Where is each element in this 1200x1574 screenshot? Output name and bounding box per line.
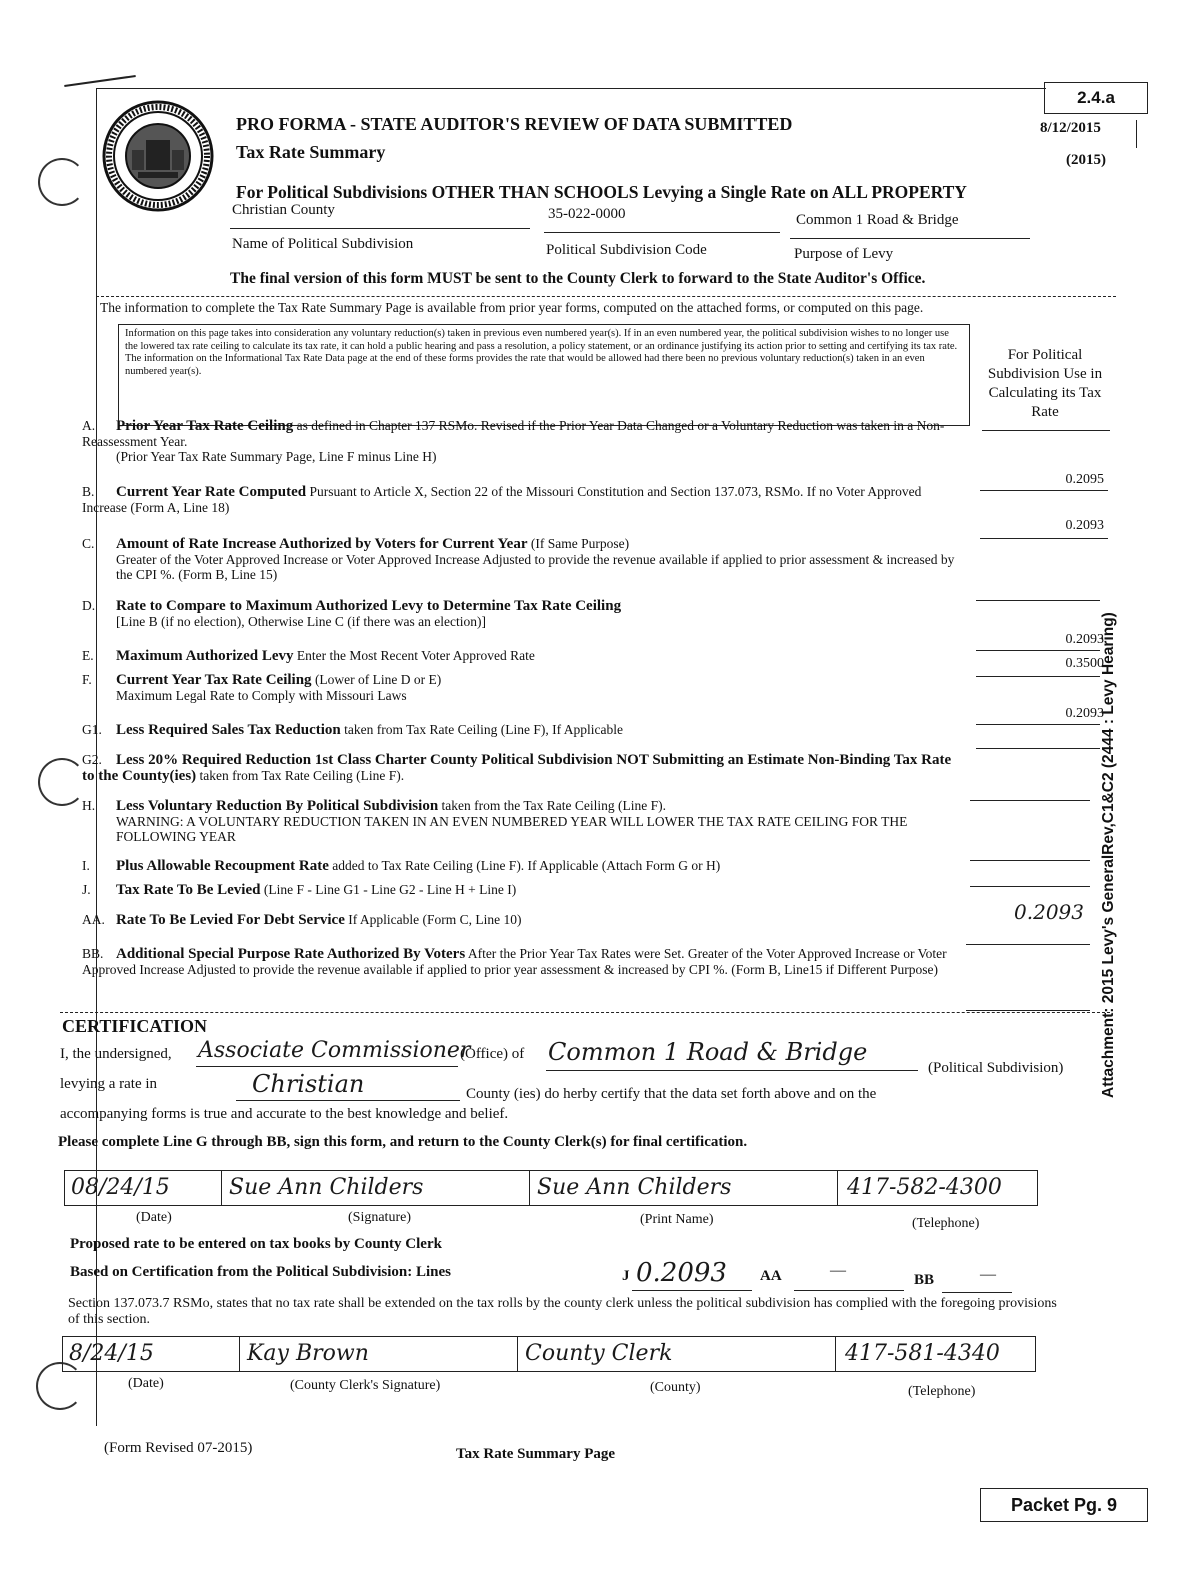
info-line: The information to complete the Tax Rate Summary Page is available from prior year forms, computed on the attached forms, or computed on this page. [100,300,924,315]
line-item [82,484,962,515]
line-aa-value: — [830,1262,846,1279]
clerk-county: County Clerk [519,1337,836,1371]
line-title: Rate To Be Levied For Debt Service [116,912,345,928]
clerk-date: 8/24/15 [63,1337,240,1371]
form-top-border [96,88,1046,89]
office-rule [196,1066,458,1067]
value-rule [976,724,1100,725]
signature-caption: (Signature) [348,1210,411,1225]
line-aa-rule [794,1290,904,1291]
value-rule [980,490,1108,491]
clerk-signature-row [62,1336,1036,1372]
line-text: taken from the Tax Rate Ceiling (Line F). [438,798,667,813]
value-rule [966,1010,1090,1011]
line-aa-label: AA [760,1268,782,1284]
statute-text: Section 137.073.7 RSMo, states that no tax rate shall be extended on the tax rolls by the county clerk unless the political subdivision has complied with the foregoing provisions of this section. [68,1296,1057,1327]
line-value: 0.2093 [1065,518,1104,533]
clerk-county-caption: (County) [650,1380,701,1395]
line-item [82,858,962,874]
certification-divider [60,1012,1110,1013]
line-text: taken from Tax Rate Ceiling (Line F), If Applicable [340,722,623,737]
subdivision-rule [546,1070,918,1071]
line-subtext: (Prior Year Tax Rate Summary Page, Line F minus Line H) [116,449,437,464]
value-rule [966,944,1090,945]
date-caption: (Date) [136,1210,172,1225]
office-handwritten: Associate Commissioner [198,1038,471,1063]
line-item [82,798,962,844]
line-text: (If Same Purpose) [527,536,630,551]
value-rule [976,600,1100,601]
line-title: Plus Allowable Recoupment Rate [116,858,329,874]
form-revised: (Form Revised 07-2015) [104,1440,253,1456]
line-value: 0.3500 [1065,656,1104,671]
line-j-rule [632,1290,752,1291]
subdivision-code-value: 35-022-0000 [548,206,626,222]
line-code: E. [82,648,94,663]
certification-telephone: 417-582-4300 [847,1175,1002,1200]
line-title: Maximum Authorized Levy [116,648,294,664]
value-rule [976,676,1100,677]
column-header: For Political Subdivision Use in Calculating its Tax Rate [987,347,1103,420]
subdivision-code-label: Political Subdivision Code [546,242,707,258]
line-text: If Applicable (Form C, Line 10) [344,912,522,927]
certification-text-4: levying a rate in [60,1076,158,1092]
line-title: Prior Year Tax Rate Ceiling [116,418,294,434]
line-j-value: 0.2093 [636,1258,727,1288]
county-rule [236,1100,460,1101]
line-title: Current Year Tax Rate Ceiling [116,672,312,688]
certification-text-6: accompanying forms is true and accurate to the best knowledge and belief. [60,1106,509,1122]
certification-signature-row [64,1170,1038,1206]
attachment-side-label: Attachment: 2015 Levy's GeneralRev,C1&C2 (2444 : Levy Hearing) [1100,612,1117,1098]
certification-date: 08/24/15 [65,1171,222,1205]
clerk-signature-caption: (County Clerk's Signature) [290,1378,441,1393]
line-item [82,882,962,898]
subdivision-name-rule [230,228,530,229]
line-text: After the Prior Year Tax Rates were Set. Greater of the Voter Approved Increase or Voter Approved Increase Adjusted to provide the revenue available if applied to prior year assessment & increased by CPI %. (Form B, Line15 if Different Purpose) [82,946,947,977]
certification-text-5: County (ies) do herby certify that the data set forth above and on the [466,1086,877,1102]
line-subtext: Maximum Legal Rate to Comply with Missouri Laws [116,688,407,703]
line-text: as defined in Chapter 137 RSMo. Revised if the Prior Year Data Changed or a Voluntary Reduction was taken in a Non-Reassessment Year. [82,418,945,449]
clerk-telephone: 417-581-4340 [845,1341,1000,1366]
line-subtext: WARNING: A VOLUNTARY REDUCTION TAKEN IN AN EVEN NUMBERED YEAR WILL LOWER THE TAX RATE CEILING FOR THE FOLLOWING YEAR [116,814,908,844]
line-item [82,752,962,784]
line-value: 0.2093 [1065,632,1104,647]
line-text: added to Tax Rate Ceiling (Line F). If Applicable (Attach Form G or H) [328,858,721,873]
info-box: Information on this page takes into consideration any voluntary reduction(s) taken in previous even numbered year(s). If in an even numbered year, the political subdivision wishes to no longer use the lowered tax rate ceiling to calculate its tax rate, it can hold a public hearing and pass a resolution, a policy statement, or an ordinance justifying its action prior to setting and certifying its tax rate. The information on the Informational Tax Rate Data page at the end of these forms provides the rate that would be allowed had there been no previous voluntary reduction(s) taken in an even numbered year(s). [118,324,970,426]
line-code: H. [82,798,96,813]
subdivision-name-value: Christian County [232,202,335,218]
punch-hole [38,158,86,206]
value-rule [980,538,1108,539]
line-bb-label: BB [914,1272,935,1288]
right-edge-tick [1136,120,1137,148]
line-value: 0.2093 [1014,900,1084,924]
line-item [82,722,962,738]
packet-page-box: Packet Pg. 9 [980,1488,1148,1522]
line-title: Less Required Sales Tax Reduction [116,722,341,738]
line-item [82,672,962,703]
certification-text-2: (Office) of [460,1046,525,1062]
line-bb-value: — [980,1266,996,1283]
telephone-caption: (Telephone) [912,1216,980,1231]
line-text: Enter the Most Recent Voter Approved Rate [293,648,535,663]
clerk-signature: Kay Brown [241,1337,518,1371]
line-item [82,912,962,928]
final-version-notice: The final version of this form MUST be sent to the County Clerk to forward to the State Auditor's Office. [230,270,926,287]
value-rule [970,886,1090,887]
form-title: PRO FORMA - STATE AUDITOR'S REVIEW OF DATA SUBMITTED [236,114,793,134]
line-value: 0.2093 [1065,706,1104,721]
county-handwritten: Christian [252,1070,365,1098]
subdivision-code-rule [544,232,780,233]
certification-heading: CERTIFICATION [62,1016,208,1036]
purpose-of-levy-value: Common 1 Road & Bridge [796,212,959,228]
proposed-rate-text: Proposed rate to be entered on tax books by County Clerk [70,1236,442,1252]
line-code: AA. [82,912,105,927]
line-item [82,598,962,629]
state-auditor-seal [102,100,214,212]
certification-text-1: I, the undersigned, [60,1046,172,1062]
line-code: BB. [82,946,104,961]
scan-mark [64,75,136,87]
line-code: I. [82,858,90,873]
value-rule [976,748,1100,749]
subdivision-handwritten: Common 1 Road & Bridge [548,1038,868,1066]
based-on-text: Based on Certification from the Political Subdivision: Lines [70,1264,451,1280]
certification-instruction: Please complete Line G through BB, sign this form, and return to the County Clerk(s) for final certification. [58,1134,748,1150]
punch-hole [38,758,86,806]
section-divider [96,296,1116,297]
line-code: G2. [82,752,102,767]
line-code: A. [82,418,96,433]
purpose-of-levy-label: Purpose of Levy [794,246,894,262]
attachment-code-box: 2.4.a [1044,82,1148,114]
certification-print-name: Sue Ann Childers [531,1171,838,1205]
line-text: taken from Tax Rate Ceiling (Line F). [196,768,405,783]
line-code: G1. [82,722,102,737]
line-title: Rate to Compare to Maximum Authorized Levy to Determine Tax Rate Ceiling [116,598,622,614]
clerk-date-caption: (Date) [128,1376,164,1391]
line-title: Additional Special Purpose Rate Authorized By Voters [116,946,466,962]
form-year: (2015) [1066,152,1106,168]
clerk-telephone-caption: (Telephone) [908,1384,976,1399]
value-rule [970,860,1090,861]
form-scope: For Political Subdivisions OTHER THAN SCHOOLS Levying a Single Rate on ALL PROPERTY [236,182,967,202]
form-date: 8/12/2015 [1040,120,1101,136]
line-title: Tax Rate To Be Levied [116,882,261,898]
line-title: Amount of Rate Increase Authorized by Voters for Current Year [116,536,528,552]
value-rule [976,650,1100,651]
line-code: C. [82,536,95,551]
subdivision-name-label: Name of Political Subdivision [232,236,414,252]
column-header-rule [982,430,1110,431]
line-subtext: Greater of the Voter Approved Increase or Voter Approved Increase Adjusted to provide the revenue available if applied to prior assessment & increased by the CPI %. (Form B, Line 15) [116,552,955,582]
footer-page-title: Tax Rate Summary Page [456,1446,616,1462]
line-value: 0.2095 [1065,472,1104,487]
line-bb-rule [942,1292,1012,1293]
line-code: D. [82,598,96,613]
line-j-label: J [622,1268,630,1284]
line-text: Pursuant to Article X, Section 22 of the Missouri Constitution and Section 137.073, RSMo. If no Voter Approved Increase (Form A, Line 18) [82,484,922,515]
line-title: Less Voluntary Reduction By Political Subdivision [116,798,439,814]
form-subtitle: Tax Rate Summary [236,142,386,162]
certification-text-3: (Political Subdivision) [928,1060,1064,1076]
line-subtext: [Line B (if no election), Otherwise Line C (if there was an election)] [116,614,486,629]
line-title: Current Year Rate Computed [116,484,307,500]
line-title: Less 20% Required Reduction 1st Class Charter County Political Subdivision NOT Submitting an Estimate Non-Binding Tax Rate to the County(ies) [82,752,952,784]
line-item [82,946,962,977]
line-item [82,648,962,664]
line-code: J. [82,882,91,897]
print-name-caption: (Print Name) [640,1212,714,1227]
line-text: (Line F - Line G1 - Line G2 - Line H + Line I) [260,882,517,897]
line-code: F. [82,672,92,687]
line-item [82,418,962,464]
line-item [82,536,962,582]
value-rule [970,800,1090,801]
line-text: (Lower of Line D or E) [311,672,442,687]
certification-signature: Sue Ann Childers [223,1171,530,1205]
purpose-of-levy-rule [790,238,1030,239]
line-code: B. [82,484,95,499]
